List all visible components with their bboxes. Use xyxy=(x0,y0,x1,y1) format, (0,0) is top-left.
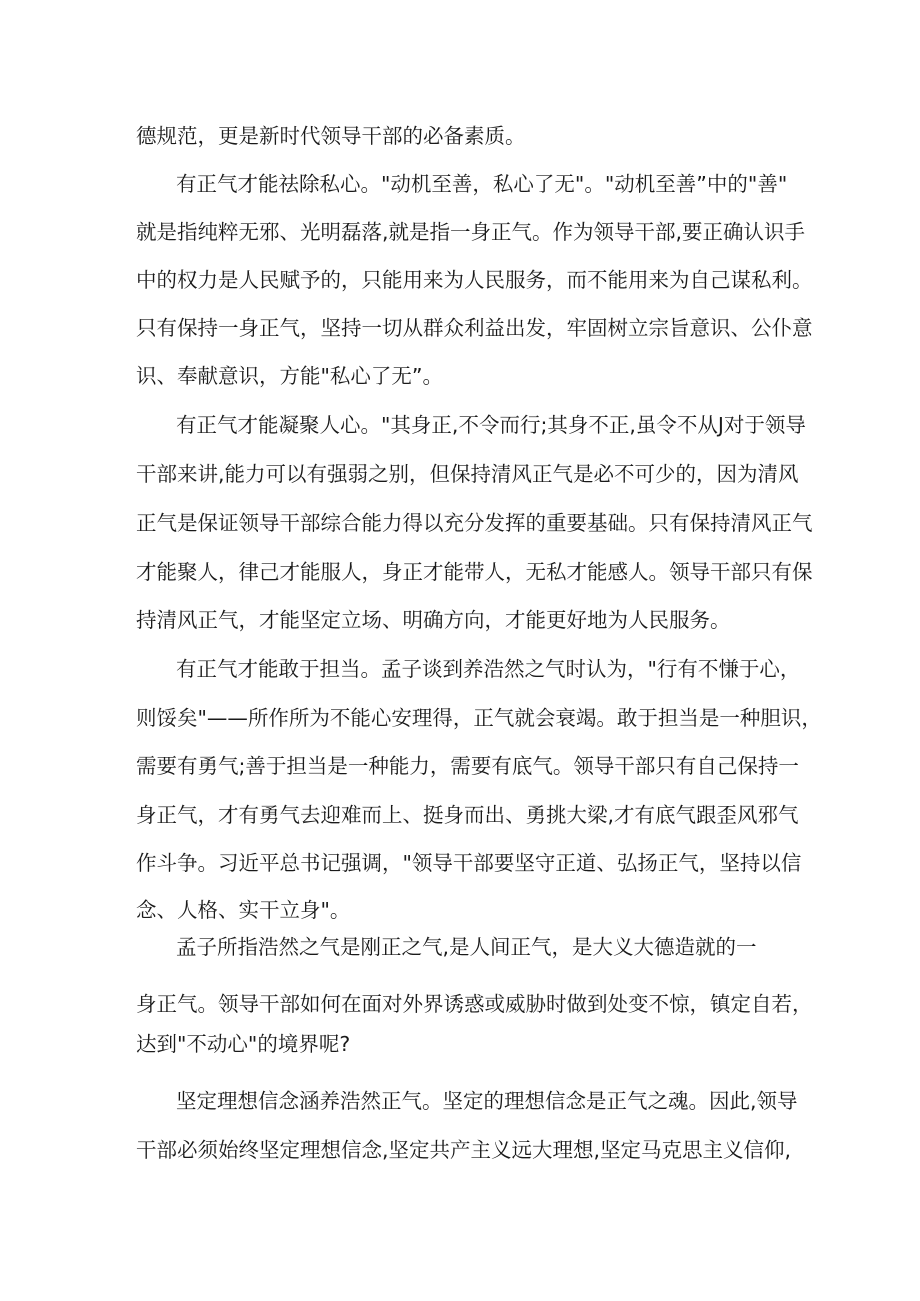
text-line-20: 达到"不动心"的境界呢? xyxy=(136,1032,351,1056)
text-line-14: 需要有勇气;善于担当是一种能力，需要有底气。领导干部只有自己保持一 xyxy=(136,754,799,778)
text-line-3: 就是指纯粹无邪、光明磊落,就是指一身正气。作为领导干部,要正确认识手 xyxy=(136,220,806,244)
text-line-17: 念、人格、实干立身"。 xyxy=(136,898,351,922)
text-line-10: 才能聚人，律己才能服人，身正才能带人，无私才能感人。领导干部只有保 xyxy=(136,560,813,584)
text-line-9: 正气是保证领导干部综合能力得以充分发挥的重要基础。只有保持清风正气 xyxy=(136,511,813,535)
text-line-7: 有正气才能凝聚人心。"其身正,不令而行;其身不正,虽令不从J对于领导 xyxy=(176,413,806,437)
text-line-11: 持清风正气，才能坚定立场、明确方向，才能更好地为人民服务。 xyxy=(136,608,731,632)
text-line-16: 作斗争。习近平总书记强调，"领导干部要坚守正道、弘扬正气，坚持以信 xyxy=(136,851,802,875)
text-line-2: 有正气才能祛除私心。"动机至善，私心了无"。"动机至善”中的"善" xyxy=(176,172,788,196)
text-line-6: 识、奉献意识，方能"私心了无”。 xyxy=(136,364,444,388)
text-line-5: 只有保持一身正气，坚持一切从群众利益出发，牢固树立宗旨意识、公仆意 xyxy=(136,316,813,340)
text-line-15: 身正气，才有勇气去迎难而上、挺身而出、勇挑大梁,才有底气跟歪风邪气 xyxy=(136,803,799,827)
text-line-21: 坚定理想信念涵养浩然正气。坚定的理想信念是正气之魂。因此,领导 xyxy=(176,1089,798,1113)
text-line-13: 则馁矣"——所作所为不能心安理得，正气就会衰竭。敢于担当是一种胆识， xyxy=(136,706,822,730)
text-line-8: 干部来讲,能力可以有强弱之别，但保持清风正气是必不可少的，因为清风 xyxy=(136,462,799,486)
text-line-4: 中的权力是人民赋予的，只能用来为人民服务，而不能用来为自己谋私利。 xyxy=(136,268,813,292)
text-line-18: 孟子所指浩然之气是刚正之气,是人间正气，是大义大德造就的一 xyxy=(176,935,757,959)
text-line-12: 有正气才能敢于担当。孟子谈到养浩然之气时认为，"行有不慊于心， xyxy=(176,657,801,681)
text-line-22: 干部必须始终坚定理想信念,坚定共产主义远大理想,坚定马克思主义信仰, xyxy=(136,1138,792,1162)
text-line-1: 德规范，更是新时代领导干部的必备素质。 xyxy=(136,124,526,148)
text-line-19: 身正气。领导干部如何在面对外界诱惑或威胁时做到处变不惊，镇定自若， xyxy=(136,992,813,1016)
